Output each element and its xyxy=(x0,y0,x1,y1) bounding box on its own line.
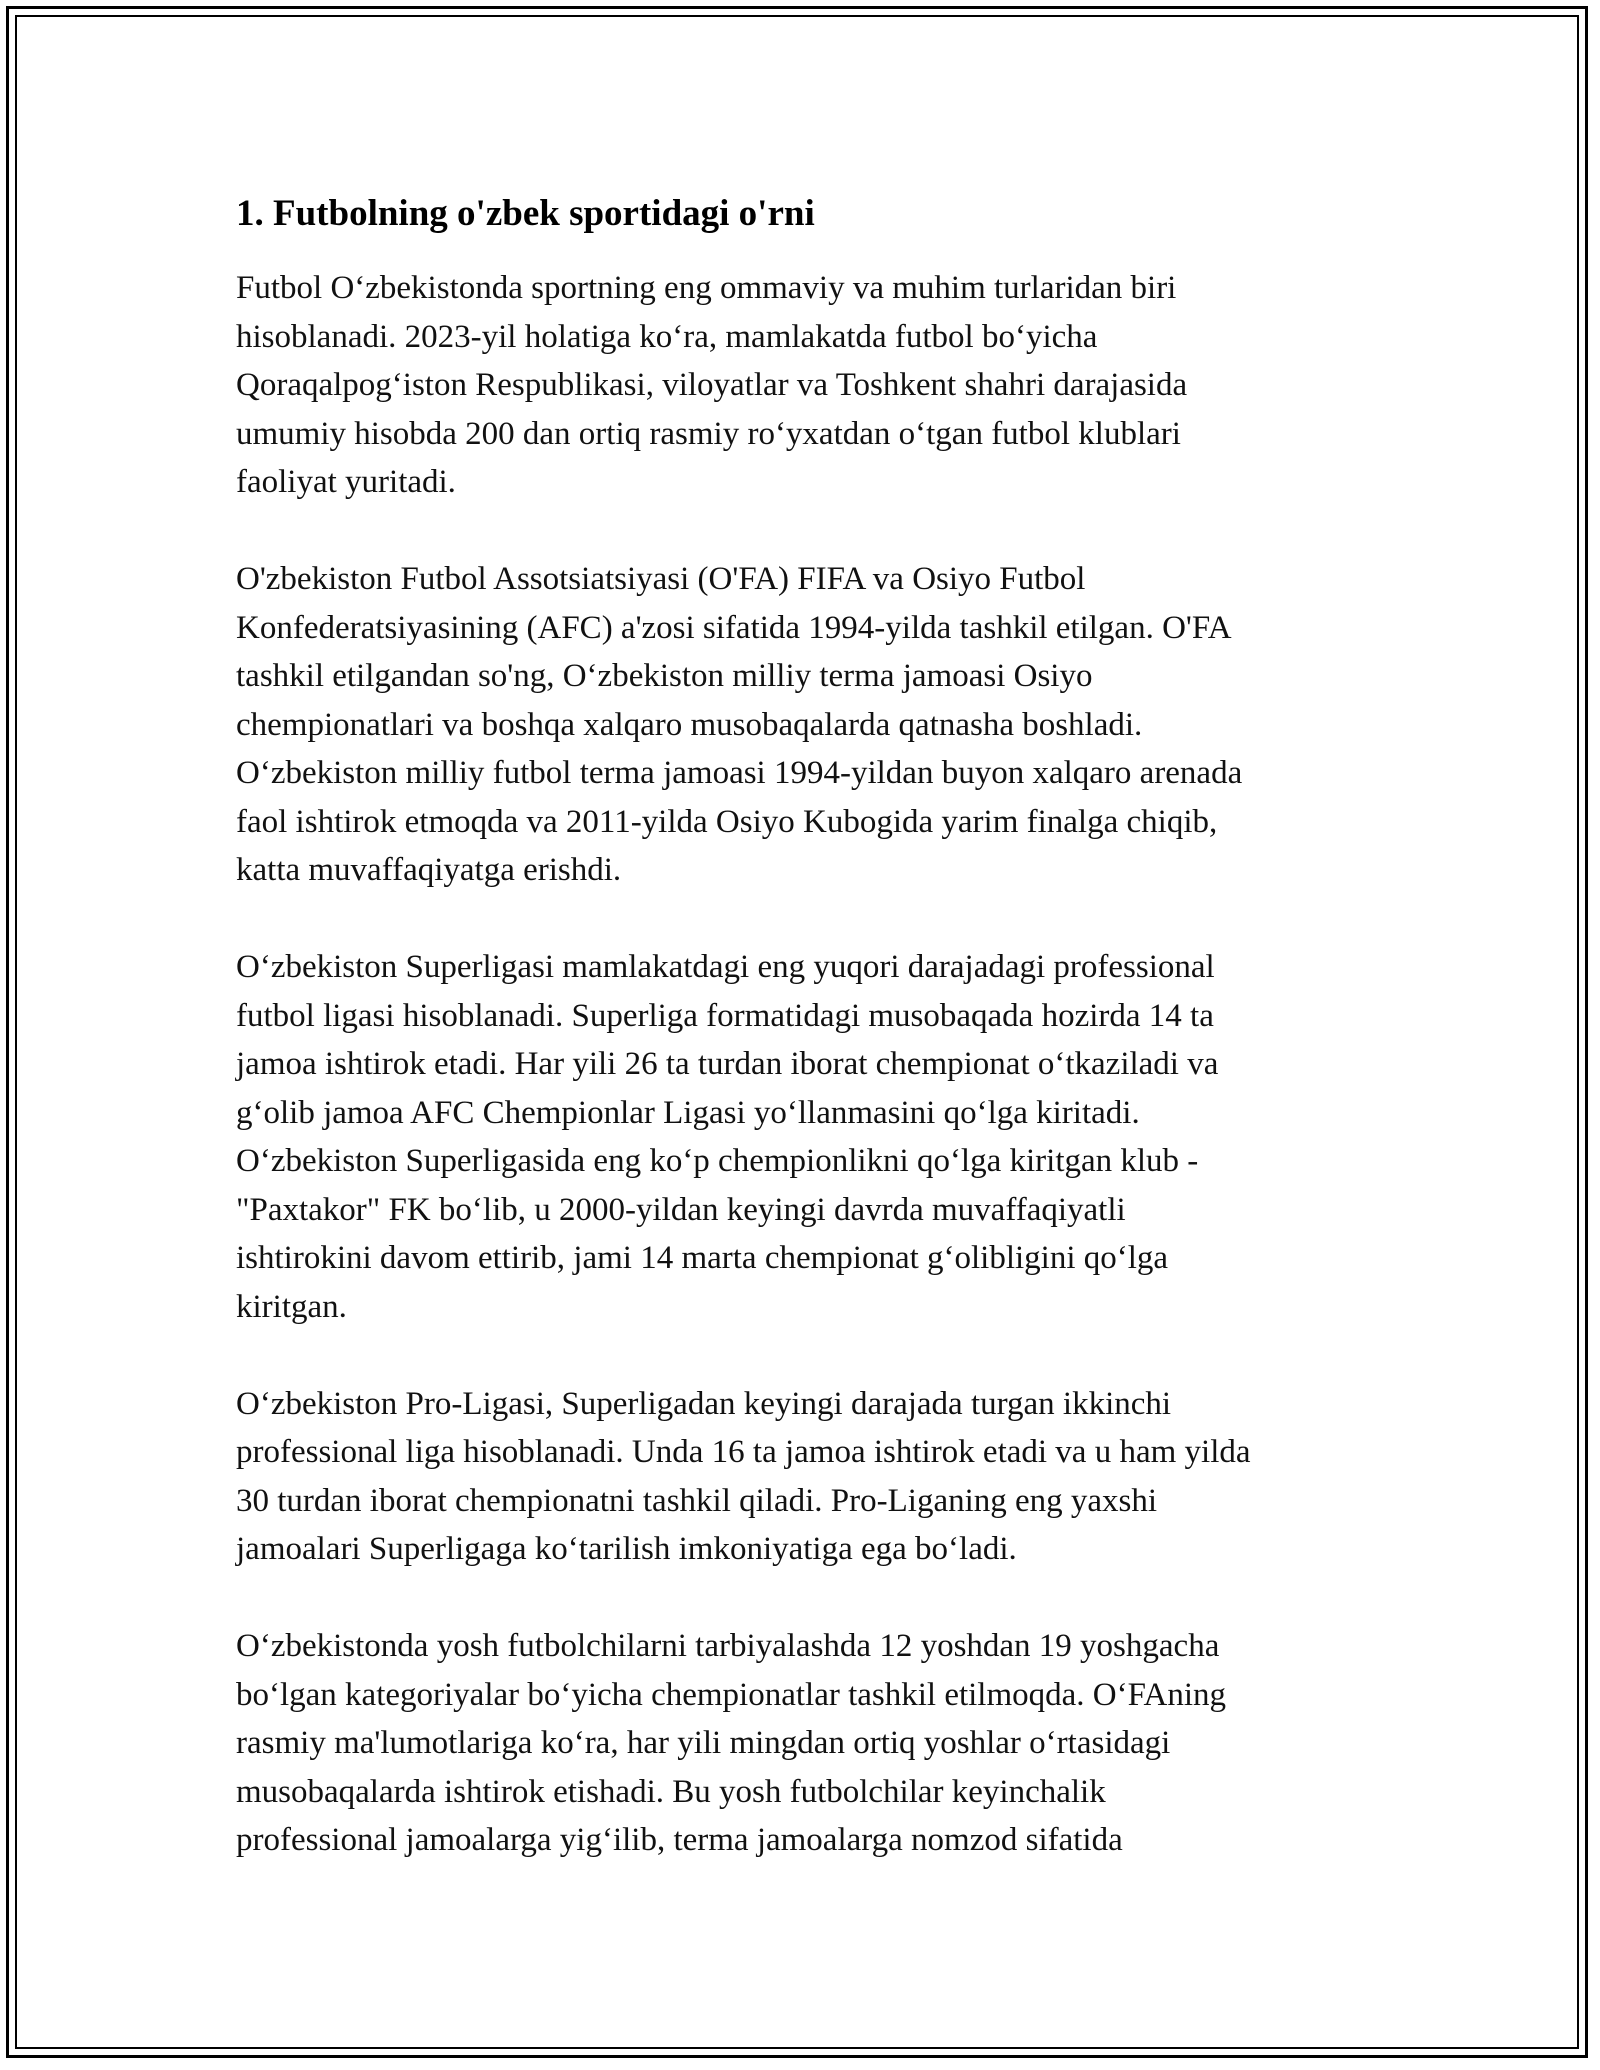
text-line: jamoa ishtirok etadi. Har yili 26 ta turdan iborat chempionat oʻtkaziladi va xyxy=(236,1046,1219,1082)
text-line: Oʻzbekiston milliy futbol terma jamoasi 1994-yildan buyon xalqaro arenada xyxy=(236,755,1243,791)
text-line: jamoalari Superligaga koʻtarilish imkoniyatiga ega boʻladi. xyxy=(236,1531,1017,1567)
text-line: musobaqalarda ishtirok etishadi. Bu yosh futbolchilar keyinchalik xyxy=(236,1773,1106,1810)
paragraph-1 xyxy=(236,264,1376,507)
text-line: "Paxtakor" FK boʻlib, u 2000-yildan keyingi davrda muvaffaqiyatli xyxy=(236,1191,1126,1228)
text-line: professional liga hisoblanadi. Unda 16 ta jamoa ishtirok etadi va u ham yilda xyxy=(236,1434,1251,1470)
paragraph-4 xyxy=(236,1380,1376,1574)
text-line: Konfederatsiyasining (AFC) a'zosi sifatida 1994-yilda tashkil etilgan. O'FA xyxy=(236,609,1232,646)
text-line: katta muvaffaqiyatga erishdi. xyxy=(236,852,622,888)
section-heading: 1. Futbolning o'zbek sportidagi o'rni xyxy=(236,193,815,234)
document-body xyxy=(236,192,1376,1913)
text-line: kiritgan. xyxy=(236,1288,347,1325)
text-line: Oʻzbekistonda yosh futbolchilarni tarbiyalashda 12 yoshdan 19 yoshgacha xyxy=(236,1628,1220,1664)
paragraph-2 xyxy=(236,555,1376,895)
text-line: Futbol Oʻzbekistonda sportning eng ommaviy va muhim turlaridan biri xyxy=(236,270,1177,306)
text-line: ishtirokini davom ettirib, jami 14 marta chempionat gʻolibligini qoʻlga xyxy=(236,1240,1169,1276)
text-line: tashkil etilgandan so'ng, Oʻzbekiston milliy terma jamoasi Osiyo xyxy=(236,658,1093,694)
paragraph-3 xyxy=(236,943,1376,1331)
text-line: rasmiy ma'lumotlariga koʻra, har yili mingdan ortiq yoshlar oʻrtasidagi xyxy=(236,1725,1171,1761)
text-line: boʻlgan kategoriyalar boʻyicha chempionatlar tashkil etilmoqda. OʻFAning xyxy=(236,1676,1227,1713)
text-line: umumiy hisobda 200 dan ortiq rasmiy roʻyxatdan oʻtgan futbol klublari xyxy=(236,415,1181,452)
text-line: chempionatlari va boshqa xalqaro musobaqalarda qatnasha boshladi. xyxy=(236,706,1143,743)
paragraph-5 xyxy=(236,1622,1376,1865)
text-line: Oʻzbekiston Superligasida eng koʻp chempionlikni qoʻlga kiritgan klub - xyxy=(236,1143,1199,1179)
text-line: Oʻzbekiston Superligasi mamlakatdagi eng yuqori darajadagi professional xyxy=(236,949,1215,985)
text-line: O'zbekiston Futbol Assotsiatsiyasi (O'FA) FIFA va Osiyo Futbol xyxy=(236,561,1086,597)
text-line: professional jamoalarga yigʻilib, terma jamoalarga nomzod sifatida xyxy=(236,1822,1123,1858)
text-line: Qoraqalpogʻiston Respublikasi, viloyatlar va Toshkent shahri darajasida xyxy=(236,367,1188,403)
text-line: futbol ligasi hisoblanadi. Superliga formatidagi musobaqada hozirda 14 ta xyxy=(236,997,1214,1034)
text-line: gʻolib jamoa AFC Chempionlar Ligasi yoʻllanmasini qoʻlga kiritadi. xyxy=(236,1094,1140,1131)
text-line: faol ishtirok etmoqda va 2011-yilda Osiyo Kubogida yarim finalga chiqib, xyxy=(236,803,1218,840)
text-line: Oʻzbekiston Pro-Ligasi, Superligadan keyingi darajada turgan ikkinchi xyxy=(236,1385,1172,1422)
text-line: hisoblanadi. 2023-yil holatiga koʻra, mamlakatda futbol boʻyicha xyxy=(236,318,1098,355)
text-line: faoliyat yuritadi. xyxy=(236,464,456,500)
text-line: 30 turdan iborat chempionatni tashkil qiladi. Pro-Liganing eng yaxshi xyxy=(236,1482,1158,1519)
